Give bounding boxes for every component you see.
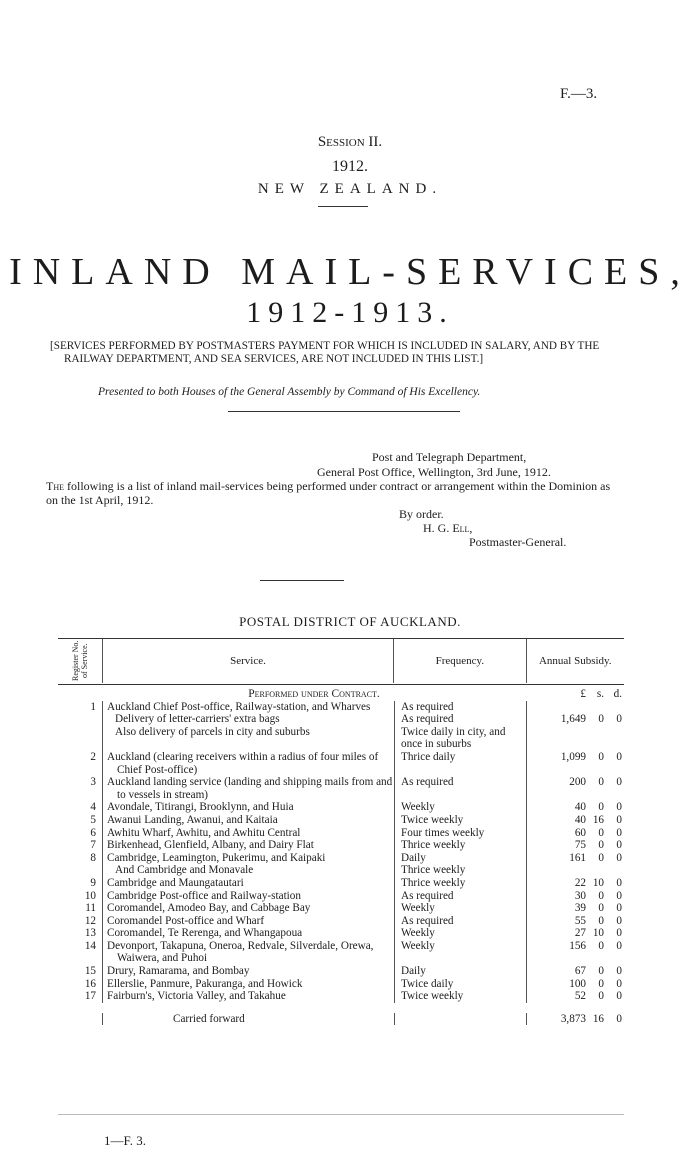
subsidy-cell: [526, 801, 624, 814]
service-cell: And Cambridge and Monavale: [102, 864, 394, 877]
table-bottom-rule: [58, 1114, 624, 1115]
frequency-cell: Thrice daily: [394, 751, 526, 776]
table-row: [58, 713, 624, 726]
subsidy-pounds: 1,099: [560, 750, 586, 763]
presented-line: Presented to both Houses of the General Assembly by Command of His Excellency.: [98, 386, 481, 398]
frequency-cell: Thrice weekly: [394, 877, 526, 890]
subsidy-cell: [526, 978, 624, 991]
carried-forward-label: Carried forward: [102, 1013, 394, 1026]
section-row: [58, 688, 624, 701]
subsidy-cell: [526, 827, 624, 840]
subsidy-shillings: 0: [598, 990, 604, 1003]
carried-forward-total: [526, 1013, 624, 1026]
subsidy-cell: [526, 839, 624, 852]
register-number: 15: [84, 965, 96, 978]
subsidy-shillings: 0: [598, 914, 604, 927]
signatory-name: H. G. Ell,: [423, 521, 473, 535]
frequency-cell: As required: [394, 776, 526, 801]
subsidy-shillings: 16: [592, 813, 604, 826]
subsidy-shillings: 10: [592, 927, 604, 940]
register-number: [58, 1013, 102, 1026]
register-number: 6: [90, 826, 96, 839]
subsidy-pence: 0: [616, 839, 622, 852]
table-row: [58, 864, 624, 877]
subsidy-pounds: 67: [574, 965, 586, 978]
register-number: 2: [90, 750, 96, 763]
intro-lead: The: [46, 479, 64, 493]
service-cell: Auckland (clearing receivers within a radius of four miles of Chief Post-office): [102, 751, 394, 776]
subsidy-pence: [604, 864, 622, 877]
service-cell: Drury, Ramarama, and Bombay: [102, 965, 394, 978]
divider: [318, 206, 368, 207]
subsidy-shillings: 0: [598, 776, 604, 789]
subsidy-pence: 0: [616, 813, 622, 826]
table-header-rule: [58, 684, 624, 685]
subsidy-cell: [526, 890, 624, 903]
register-number: [58, 726, 102, 751]
table-row: [58, 751, 624, 776]
subsidy-pounds: 161: [569, 851, 586, 864]
register-number: 12: [84, 914, 96, 927]
subsidy-cell: [526, 940, 624, 965]
subsidy-pence: 0: [616, 776, 622, 789]
page-reference: F.—3.: [560, 86, 598, 102]
subsidy-pence: 0: [616, 939, 622, 952]
service-cell: Avondale, Titirangi, Brooklynn, and Huia: [102, 801, 394, 814]
service-cell: Cambridge, Leamington, Pukerimu, and Kaipaki: [102, 852, 394, 865]
subsidy-shillings: 0: [598, 902, 604, 915]
subsidy-cell: [526, 751, 624, 776]
subsidy-cell: [526, 965, 624, 978]
subsidy-column-header: Annual Subsidy.: [526, 639, 624, 683]
table-row: [58, 927, 624, 940]
by-order: By order.: [399, 507, 444, 521]
subsidy-shillings: 10: [592, 876, 604, 889]
year-label: 1912.: [332, 158, 368, 175]
frequency-cell: As required: [394, 915, 526, 928]
frequency-column-header: Frequency.: [393, 639, 525, 683]
frequency-cell: Weekly: [394, 801, 526, 814]
subsidy-cell: [526, 990, 624, 1003]
register-number: 14: [84, 939, 96, 952]
subsidy-shillings: 0: [598, 939, 604, 952]
department-address: General Post Office, Wellington, 3rd June, 1912.: [317, 465, 551, 479]
subsidy-cell: [526, 814, 624, 827]
subsidy-pence: 0: [616, 927, 622, 940]
subsidy-pence: 0: [616, 914, 622, 927]
subsidy-pounds: [542, 726, 586, 751]
service-cell: Delivery of letter-carriers' extra bags: [102, 713, 394, 726]
subsidy-pence: 0: [616, 801, 622, 814]
document-title: INLAND MAIL-SERVICES,: [9, 251, 691, 293]
register-column-header: Register No. of Service.: [70, 640, 89, 682]
subsidy-shillings: 0: [598, 839, 604, 852]
divider: [260, 580, 344, 581]
subsidy-shillings: 0: [598, 801, 604, 814]
service-column-header: Service.: [102, 639, 393, 683]
department-line: Post and Telegraph Department,: [372, 450, 527, 464]
frequency-cell: Weekly: [394, 927, 526, 940]
table-row: [58, 801, 624, 814]
service-cell: Coromandel, Amodeo Bay, and Cabbage Bay: [102, 902, 394, 915]
subsidy-pence: 0: [616, 826, 622, 839]
subsidy-cell: [526, 701, 624, 714]
district-heading: POSTAL DISTRICT OF AUCKLAND.: [239, 614, 461, 629]
register-number: 5: [90, 813, 96, 826]
subsidy-shillings: [586, 864, 604, 877]
subsidy-cell: [526, 927, 624, 940]
subsidy-pounds: [542, 701, 586, 714]
subsidy-cell: [526, 864, 624, 877]
total-pence: 0: [616, 1012, 622, 1025]
session-label: Session II.: [317, 134, 383, 150]
register-number: 10: [84, 889, 96, 902]
service-cell: Coromandel, Te Rerenga, and Whangapoua: [102, 927, 394, 940]
service-cell: Birkenhead, Glenfield, Albany, and Dairy Flat: [102, 839, 394, 852]
frequency-cell: As required: [394, 701, 526, 714]
frequency-cell: [394, 1013, 526, 1026]
service-cell: Cambridge and Maungatautari: [102, 877, 394, 890]
table-row: [58, 990, 624, 1003]
table-row: [58, 852, 624, 865]
service-cell: Cambridge Post-office and Railway-station: [102, 890, 394, 903]
subsidy-pence: 0: [616, 713, 622, 726]
total-pounds: 3,873: [560, 1012, 586, 1025]
table-row: [58, 940, 624, 965]
subsidy-pence: 0: [616, 750, 622, 763]
frequency-cell: Twice daily in city, and once in suburbs: [394, 726, 526, 751]
pence-header: d.: [613, 688, 622, 700]
frequency-cell: Four times weekly: [394, 827, 526, 840]
subsidy-pounds: 52: [574, 990, 586, 1003]
register-number: [58, 713, 102, 726]
subsidy-pounds: 100: [569, 977, 586, 990]
frequency-cell: Twice weekly: [394, 814, 526, 827]
register-number: 3: [90, 776, 96, 789]
subsidy-pence: [604, 726, 622, 751]
subsidy-pence: 0: [616, 965, 622, 978]
subsidy-shillings: [586, 726, 604, 751]
frequency-cell: Thrice weekly: [394, 839, 526, 852]
shillings-header: s.: [596, 688, 604, 700]
subsidy-pence: 0: [616, 876, 622, 889]
subsidy-cell: [526, 915, 624, 928]
total-shillings: 16: [592, 1012, 604, 1025]
table-row: [58, 814, 624, 827]
register-number: 1: [90, 700, 96, 713]
table-row: [58, 839, 624, 852]
table-row: [58, 965, 624, 978]
section-heading: Performed under Contract.: [248, 688, 380, 700]
register-number: 9: [90, 876, 96, 889]
intro-text: following is a list of inland mail-services being performed under contract or arrangement within the Dominion as on the 1st April, 1912.: [46, 479, 611, 507]
subsidy-pence: 0: [616, 977, 622, 990]
register-number: 8: [90, 851, 96, 864]
table-header: [58, 639, 624, 683]
frequency-cell: Daily: [394, 852, 526, 865]
subsidy-shillings: 0: [598, 889, 604, 902]
subsidy-pence: 0: [616, 902, 622, 915]
subsidy-pounds: 27: [574, 927, 586, 940]
footer-signature: 1—F. 3.: [104, 1133, 146, 1148]
frequency-cell: As required: [394, 890, 526, 903]
subsidy-shillings: 0: [598, 713, 604, 726]
divider: [228, 411, 460, 412]
subsidy-shillings: 0: [598, 965, 604, 978]
subsidy-pence: [604, 701, 622, 714]
subsidy-pounds: 22: [574, 876, 586, 889]
subsidy-shillings: 0: [598, 977, 604, 990]
frequency-cell: Weekly: [394, 902, 526, 915]
document-years: 1912-1913.: [246, 296, 454, 329]
subsidy-shillings: 0: [598, 750, 604, 763]
subsidy-cell: [526, 877, 624, 890]
subsidy-pounds: 200: [569, 776, 586, 789]
frequency-cell: Thrice weekly: [394, 864, 526, 877]
subsidy-pounds: 1,649: [560, 713, 586, 726]
service-cell: Coromandel Post-office and Wharf: [102, 915, 394, 928]
subsidy-pounds: 40: [574, 801, 586, 814]
subsidy-pounds: 55: [574, 914, 586, 927]
service-cell: Awhitu Wharf, Awhitu, and Awhitu Central: [102, 827, 394, 840]
subsidy-shillings: 0: [598, 851, 604, 864]
subsidy-cell: [526, 852, 624, 865]
register-number: [58, 864, 102, 877]
frequency-cell: Daily: [394, 965, 526, 978]
subsidy-pounds: 30: [574, 889, 586, 902]
service-cell: Awanui Landing, Awanui, and Kaitaia: [102, 814, 394, 827]
subsidy-pence: 0: [616, 889, 622, 902]
subsidy-pence: 0: [616, 851, 622, 864]
carried-forward-row: [58, 1013, 624, 1026]
service-cell: Also delivery of parcels in city and suburbs: [102, 726, 394, 751]
subsidy-pounds: 156: [569, 939, 586, 952]
register-number: 7: [90, 839, 96, 852]
register-number: 13: [84, 927, 96, 940]
frequency-cell: As required: [394, 713, 526, 726]
table-row: [58, 726, 624, 751]
subsidy-shillings: [586, 701, 604, 714]
subsidy-cell: [526, 902, 624, 915]
subtitle-note: [SERVICES PERFORMED BY POSTMASTERS PAYMENT FOR WHICH IS INCLUDED IN SALARY, AND BY THE RAILWAY DEPARTMENT, AND SEA SERVICES, ARE NOT INCLUDED IN THIS LIST.]: [50, 340, 600, 365]
service-cell: Devonport, Takapuna, Oneroa, Redvale, Silverdale, Orewa, Waiwera, and Puhoi: [102, 940, 394, 965]
subsidy-pounds: 40: [574, 813, 586, 826]
register-number: 4: [90, 801, 96, 814]
subsidy-cell: [526, 726, 624, 751]
service-cell: Fairburn's, Victoria Valley, and Takahue: [102, 990, 394, 1003]
subsidy-pounds: 60: [574, 826, 586, 839]
table-row: [58, 902, 624, 915]
subsidy-pence: 0: [616, 990, 622, 1003]
table-row: [58, 877, 624, 890]
service-cell: Auckland Chief Post-office, Railway-station, and Wharves: [102, 701, 394, 714]
subsidy-cell: [526, 713, 624, 726]
frequency-cell: Weekly: [394, 940, 526, 965]
subsidy-pounds: 39: [574, 902, 586, 915]
table-row: [58, 978, 624, 991]
signatory-title: Postmaster-General.: [469, 535, 567, 549]
table-row: [58, 827, 624, 840]
subsidy-pounds: [542, 864, 586, 877]
frequency-cell: Twice daily: [394, 978, 526, 991]
service-cell: Auckland landing service (landing and shipping mails from and to vessels in stream): [102, 776, 394, 801]
table-row: [58, 915, 624, 928]
frequency-cell: Twice weekly: [394, 990, 526, 1003]
register-number: 17: [84, 990, 96, 1003]
subsidy-pounds: 75: [574, 839, 586, 852]
register-number: 16: [84, 977, 96, 990]
intro-paragraph: [46, 479, 622, 507]
subsidy-shillings: 0: [598, 826, 604, 839]
table-row: [58, 776, 624, 801]
register-number: 11: [85, 902, 96, 915]
country-label: NEW ZEALAND.: [257, 181, 443, 197]
subsidy-cell: [526, 776, 624, 801]
pounds-header: £: [580, 688, 586, 700]
table-body: [58, 688, 624, 1025]
service-cell: Ellerslie, Panmure, Pakuranga, and Howick: [102, 978, 394, 991]
table-row: [58, 890, 624, 903]
table-row: [58, 701, 624, 714]
